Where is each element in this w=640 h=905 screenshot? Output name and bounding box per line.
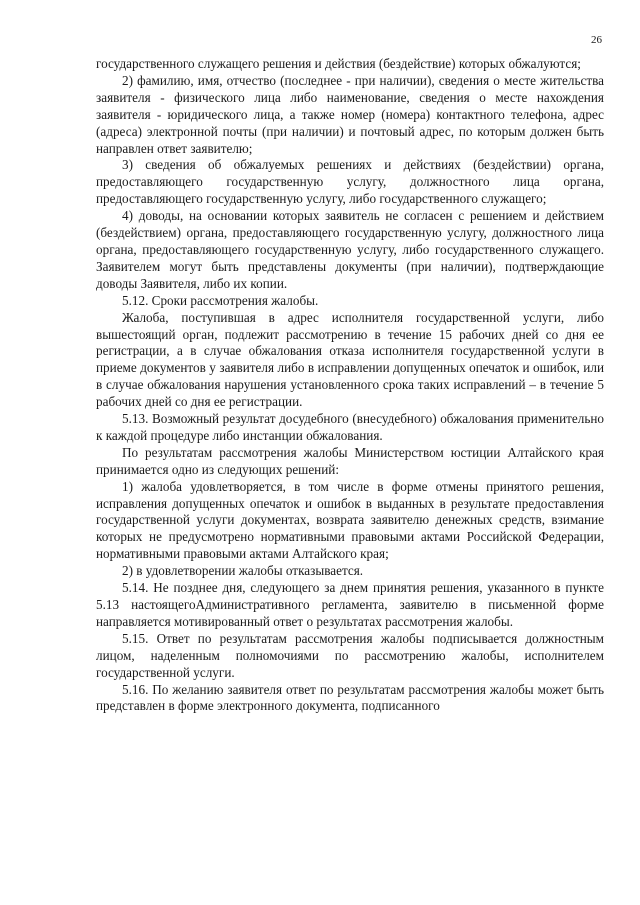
paragraph: 5.13. Возможный результат досудебного (внесудебного) обжалования применительно к каждой процедуре либо инстанции обжалования. (96, 411, 604, 443)
paragraph: 4) доводы, на основании которых заявитель не согласен с решением и действием (бездействием) органа, предоставляющего государственную услугу, должностного лица органа, предоставляющего государственную услугу, либо государственного служащего. Заявителем могут быть представлены документы (при наличии), подтверждающие доводы Заявителя, либо их копии. (96, 208, 604, 291)
page-number: 26 (591, 34, 602, 46)
paragraph: Жалоба, поступившая в адрес исполнителя государственной услуги, либо вышестоящий орган, подлежит рассмотрению в течение 15 рабочих дней со дня ее регистрации, а в случае обжалования отказа исполнителя государственной услуги в приеме документов у заявителя либо в исправлении допущенных опечаток и ошибок, или в случае обжалования нарушения установленного срока таких исправлений – в течение 5 рабочих дней со дня ее регистрации. (96, 309, 604, 410)
paragraph: 3) сведения об обжалуемых решениях и действиях (бездействии) органа, предоставляющего государственную услугу, должностного лица органа, предоставляющего государственную услугу, либо государственного служащего; (96, 157, 604, 207)
body-text (96, 56, 604, 715)
paragraph: государственного служащего решения и действия (бездействие) которых обжалуются; (96, 56, 581, 71)
paragraph: 5.16. По желанию заявителя ответ по результатам рассмотрения жалобы может быть представлен в форме электронного документа, подписанного (96, 681, 604, 714)
paragraph: 2) фамилию, имя, отчество (последнее - при наличии), сведения о месте жительства заявителя - физического лица либо наименование, сведения о месте нахождения заявителя - юридического лица, а также номер (номера) контактного телефона, адрес (адреса) электронной почты (при наличии) и почтовый адрес, по которым должен быть направлен ответ заявителю; (96, 72, 604, 156)
paragraph: По результатам рассмотрения жалобы Министерством юстиции Алтайского края принимается одно из следующих решений: (96, 444, 604, 477)
paragraph: 1) жалоба удовлетворяется, в том числе в форме отмены принятого решения, исправления допущенных опечаток и ошибок в выданных в результате предоставления государственной услуги документах, возврата заявителю денежных средств, взимание которых не предусмотрено нормативными правовыми актами Российской Федерации, нормативными правовыми актами Алтайского края; (96, 478, 604, 562)
paragraph: 2) в удовлетворении жалобы отказывается. (122, 563, 364, 579)
paragraph: 5.15. Ответ по результатам рассмотрения жалобы подписывается должностным лицом, наделенным полномочиями по рассмотрению жалобы, исполнителем государственной услуги. (96, 630, 604, 680)
paragraph: 5.12. Сроки рассмотрения жалобы. (122, 292, 319, 308)
paragraph: 5.14. Не позднее дня, следующего за днем принятия решения, указанного в пункте 5.13 настоящегоАдминистративного регламента, заявителю в письменной форме направляется мотивированный ответ о результатах рассмотрения жалобы. (96, 580, 604, 629)
